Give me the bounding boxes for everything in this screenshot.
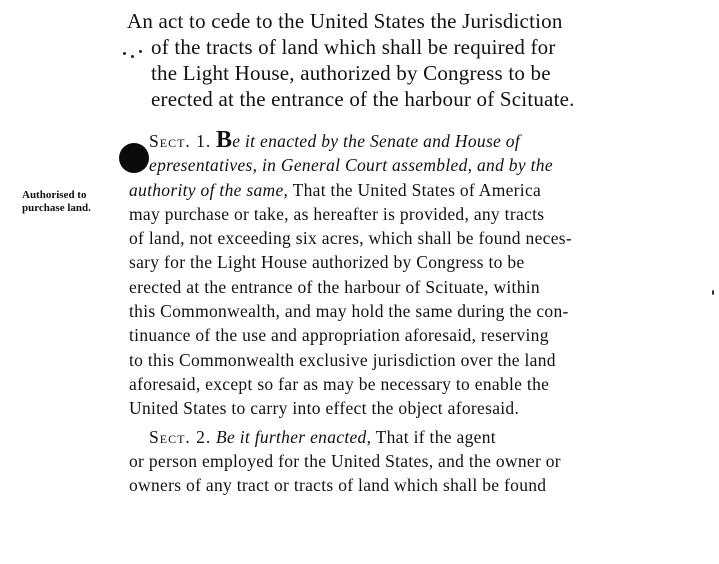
text-line: United States to carry into effect the object aforesaid. xyxy=(129,398,520,419)
text-line: this Commonwealth, and may hold the same during the con- xyxy=(129,301,569,322)
text-line: of land, not exceeding six acres, which shall be found neces- xyxy=(129,228,573,249)
text-fragment: That the United States of America xyxy=(288,179,542,200)
text-line: tinuance of the use and appropriation aforesaid, reserving xyxy=(129,325,549,346)
dropcap: B xyxy=(215,127,233,153)
margin-note-line: purchase land. xyxy=(22,202,91,214)
ink-speck xyxy=(712,290,714,295)
enacting-clause: e it enacted by the Senate and House of xyxy=(232,131,521,151)
text-line: may purchase or take, as hereafter is provided, any tracts xyxy=(129,203,545,224)
text-line xyxy=(129,178,674,202)
title-line: An act to cede to the United States the Jurisdiction xyxy=(127,9,563,33)
title-line: erected at the entrance of the harbour of Scituate. xyxy=(151,87,575,111)
enacting-clause-line: epresentatives, in General Court assembled, and by the xyxy=(149,155,553,176)
enacting-clause: Be it further enacted, xyxy=(215,426,372,447)
ink-speck xyxy=(123,52,126,55)
title-line: of the tracts of land which shall be required for xyxy=(151,35,556,59)
act-body xyxy=(129,128,674,497)
authority-phrase: authority of the same, xyxy=(129,179,289,200)
margin-note xyxy=(22,189,114,215)
section-2-heading-line xyxy=(129,425,674,449)
ink-speck xyxy=(139,50,142,53)
text-line: erected at the entrance of the harbour of Scituate, within xyxy=(129,276,540,297)
text-line: to this Commonwealth exclusive jurisdiction over the land xyxy=(129,349,556,370)
text-line: aforesaid, except so far as may be necessary to enable the xyxy=(129,373,550,394)
section-label: Sect. 1. xyxy=(149,131,212,151)
margin-note-line: Authorised to xyxy=(22,189,87,201)
act-title xyxy=(127,8,687,112)
ink-speck xyxy=(131,55,134,58)
title-line: the Light House, authorized by Congress to be xyxy=(151,61,551,85)
section-1-heading-line xyxy=(129,128,674,153)
text-fragment: That if the agent xyxy=(371,426,496,447)
section-label: Sect. 2. xyxy=(149,426,212,447)
text-line: sary for the Light House authorized by Congress to be xyxy=(129,252,525,273)
text-line: or person employed for the United States, and the owner or xyxy=(129,450,561,471)
text-line: owners of any tract or tracts of land which shall be found xyxy=(129,475,547,496)
